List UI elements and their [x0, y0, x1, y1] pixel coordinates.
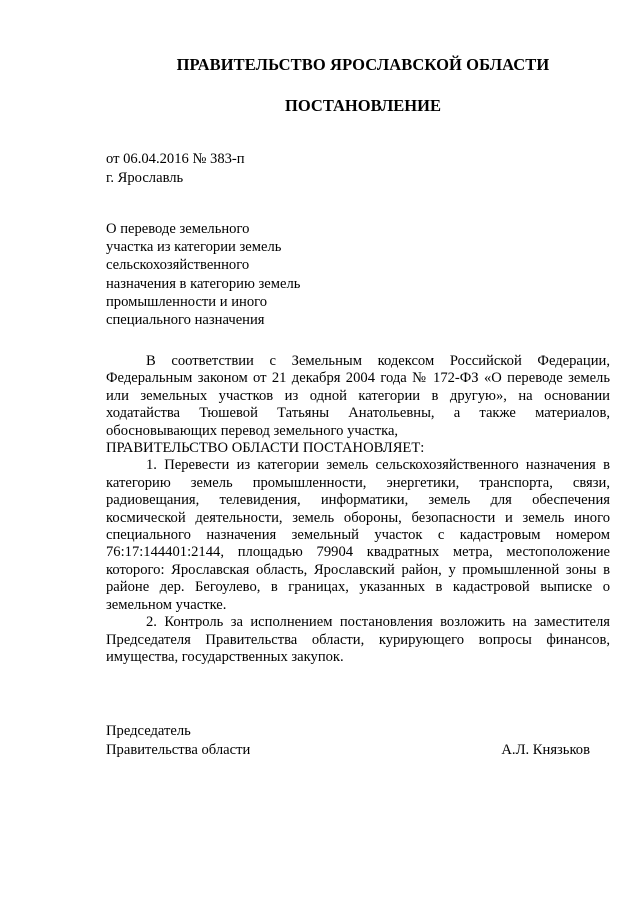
subject-line: промышленности и иного: [106, 293, 268, 310]
subject-line: специального назначения: [106, 312, 265, 329]
signature-block: [106, 722, 590, 759]
city: г. Ярославль: [106, 170, 184, 186]
signatory-title-line1: Председатель: [106, 723, 191, 739]
resolution-heading: ПРАВИТЕЛЬСТВО ОБЛАСТИ ПОСТАНОВЛЯЕТ:: [106, 440, 425, 457]
signatory-name: А.Л. Князьков: [501, 741, 590, 758]
document-type: ПОСТАНОВЛЕНИЕ: [285, 96, 441, 115]
document-subject: [106, 220, 346, 329]
signatory-title-line2: Правительства области: [106, 741, 251, 758]
organization-title: ПРАВИТЕЛЬСТВО ЯРОСЛАВСКОЙ ОБЛАСТИ: [176, 55, 550, 74]
document-meta: [106, 150, 245, 188]
subject-line: назначения в категорию земель: [106, 275, 301, 292]
document-body: [106, 353, 610, 666]
item-2-paragraph: 2. Контроль за исполнением постановления возложить на заместителя Председателя Правительства области, курирующего вопросы финансов, имущества, государственных закупок.: [106, 614, 610, 665]
preamble-paragraph: В соответствии с Земельным кодексом Российской Федерации, Федеральным законом от 21 декабря 2004 года № 172-ФЗ «О переводе земель или земельных участков из одной категории в другую», на основании ходатайства Тюшевой Татьяны Анатольевны, а также материалов, обосновывающих перевод земельного участка,: [106, 353, 610, 439]
subject-line: участка из категории земель: [106, 239, 282, 256]
subject-line: О переводе земельного: [106, 221, 250, 237]
date-number: от 06.04.2016 № 383-п: [106, 151, 245, 167]
item-1-paragraph: 1. Перевести из категории земель сельскохозяйственного назначения в категорию земель промышленности, энергетики, транспорта, связи, радиовещания, телевидения, информатики, земель для обеспечения космической деятельности, земель обороны, безопасности и земель иного специального назначения земельный участок с кадастровым номером 76:17:144401:2144, площадью 79904 квадратных метра, местоположение которого: Ярославская область, Ярославский район, у промышленной зоны в районе дер. Бегоулево, в границах, указанных в кадастровой выписке о земельном участке.: [106, 457, 610, 613]
subject-line: сельскохозяйственного: [106, 257, 250, 274]
